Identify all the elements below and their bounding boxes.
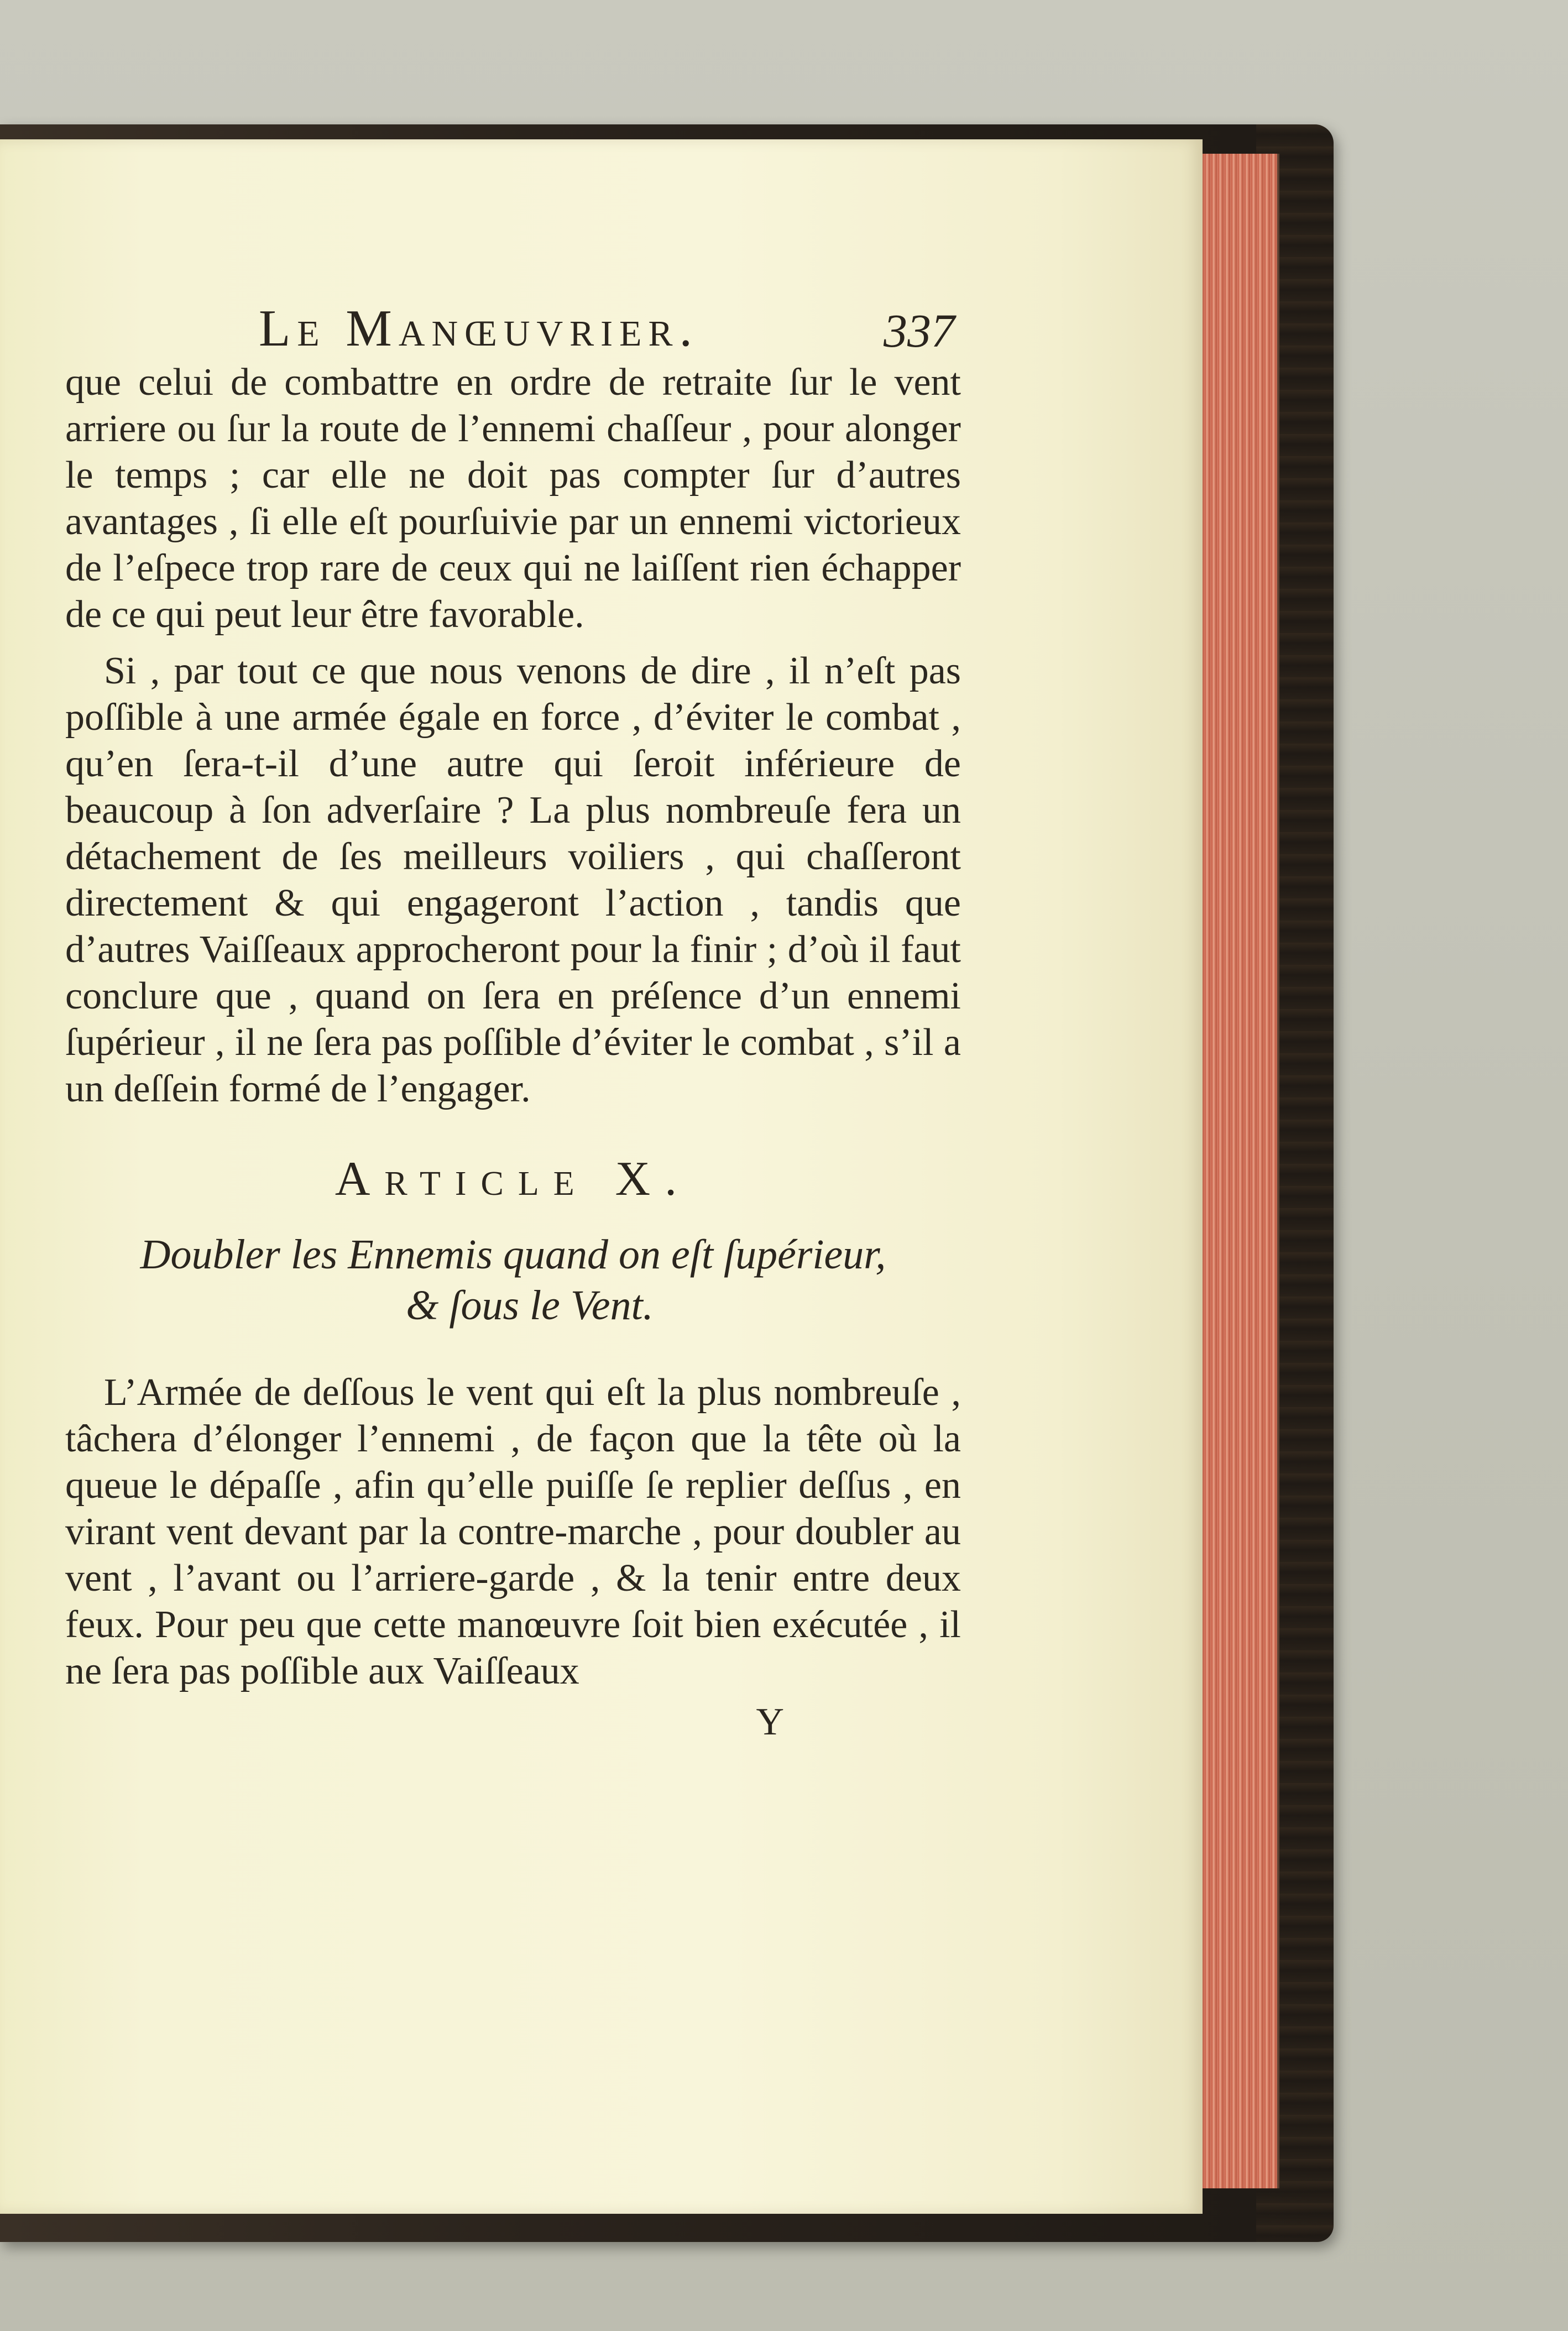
book-page [0,139,1203,2214]
article-paragraph: L’Armée de deſſous le vent qui eſt la plus nombreuſe , tâchera d’élonger l’ennemi , de façon que la tête où la queue le dépaſſe , afin qu’elle puiſſe ſe replier deſſus , en virant vent devant par la contre-marche , pour doubler au vent , l’avant ou l’arriere-garde , & la tenir entre deux feux. Pour peu que cette manœuvre ſoit bien exécutée , il ne ſera pas poſſible aux Vaiſſeaux [65,1371,961,1692]
page-number: 337 [884,304,955,357]
article-subtitle-line-1: Doubler les Ennemis quand on eſt ſupérieur, [140,1231,886,1278]
paragraph-continued: que celui de combattre en ordre de retraite ſur le vent arriere ou ſur la route de l’ennemi chaſſeur , pour alonger le temps ; car elle ne doit pas compter ſur d’autres avantages , ſi elle eſt pourſuivie par un ennemi victorieux de l’eſpece trop rare de ceux qui ne laiſſent rien échapper de ce qui peut leur être favorable. [65,361,961,636]
signature-mark: Y [756,1701,784,1743]
article-subtitle-line-2: & ſous le Vent. [406,1282,654,1329]
paragraph: Si , par tout ce que nous venons de dire , il n’eſt pas poſſible à une armée égale en force , d’éviter le combat , qu’en ſera-t-il d’une autre qui ſeroit inférieure de beaucoup à ſon adverſaire ? La plus nombreuſe fera un détachement de ſes meilleurs voiliers , qui chaſſeront directement & qui engageront l’action , tandis que d’autres Vaiſſeaux approcheront pour la finir ; d’où il faut conclure que , quand on ſera en préſence d’un ennemi ſupérieur , il ne ſera pas poſſible d’éviter le combat , s’il a un deſſein formé de l’engager. [65,650,961,1110]
page-edges [1197,154,1279,2188]
article-heading: Article X. [334,1152,692,1206]
running-head [65,293,961,359]
article-subtitle [65,1229,961,1331]
text-block [65,293,961,1744]
running-title: Le Manœuvrier. [259,300,699,357]
